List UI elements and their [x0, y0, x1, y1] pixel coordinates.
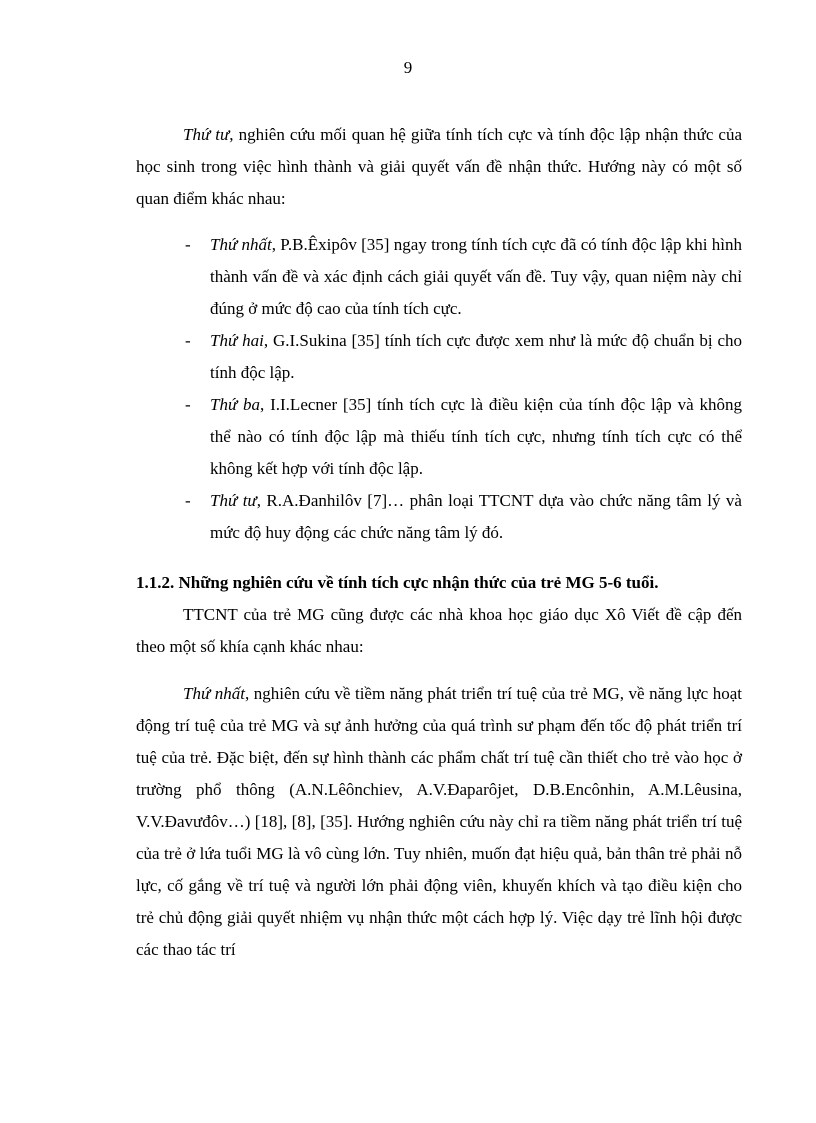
- list-item-text: , I.I.Lecner [35] tính tích cực là điều kiện của tính độc lập và không thể nào có tính độc lập mà thiếu tính tích cực, nhưng tính tích cực có thể không kết hợp với tính độc lập.: [210, 395, 742, 478]
- list-dash: -: [185, 395, 191, 414]
- list-item-lead: Thứ tư: [210, 491, 257, 510]
- list-item: [136, 485, 742, 549]
- paragraph-1-lead: Thứ tư: [183, 125, 230, 144]
- paragraph-1-text: , nghiên cứu mối quan hệ giữa tính tích cực và tính độc lập nhận thức của học sinh trong việc hình thành và giải quyết vấn đề nhận thức. Hướng này có một số quan điểm khác nhau:: [136, 125, 742, 208]
- page-content: [136, 119, 742, 966]
- paragraph-2: TTCNT của trẻ MG cũng được các nhà khoa học giáo dục Xô Viết đề cập đến theo một số khía cạnh khác nhau:: [136, 605, 742, 656]
- list-item-lead: Thứ nhất: [210, 235, 272, 254]
- list-dash: -: [185, 331, 191, 350]
- list-item-lead: Thứ hai: [210, 331, 264, 350]
- paragraph-3-text: , nghiên cứu về tiềm năng phát triển trí tuệ của trẻ MG, về năng lực hoạt động trí tuệ của trẻ MG và sự ảnh hưởng của quá trình sư phạm đến tốc độ phát triển trí tuệ của trẻ. Đặc biệt, đến sự hình thành các phẩm chất trí tuệ cần thiết cho trẻ vào học ở trường phổ thông (A.N.Lêônchiev, A.V.Đaparôjet, D.B.Encônhin, A.M.Lêusina, V.V.Đavưđôv…) [18], [8], [35]. Hướng nghiên cứu này chỉ ra tiềm năng phát triển trí tuệ của trẻ ở lứa tuổi MG là vô cùng lớn. Tuy nhiên, muốn đạt hiệu quả, bản thân trẻ phải nỗ lực, cố gắng về trí tuệ và người lớn phải động viên, khuyến khích và tạo điều kiện cho trẻ chủ động giải quyết nhiệm vụ nhận thức một cách hợp lý. Việc dạy trẻ lĩnh hội được các thao tác trí: [136, 684, 743, 959]
- list-item: [136, 389, 742, 485]
- viewpoint-list: [136, 229, 742, 549]
- paragraph-1: [136, 119, 742, 215]
- list-item-text: , P.B.Êxipôv [35] ngay trong tính tích cực đã có tính độc lập khi hình thành vấn đề và xác định cách giải quyết vấn đề. Tuy vậy, quan niệm này chỉ đúng ở mức độ cao của tính tích cực.: [210, 235, 742, 318]
- list-item: [136, 325, 742, 389]
- list-item-lead: Thứ ba: [210, 395, 261, 414]
- list-item-text: , R.A.Đanhilôv [7]… phân loại TTCNT dựa vào chức năng tâm lý và mức độ huy động các chức năng tâm lý đó.: [210, 491, 742, 542]
- list-item-text: , G.I.Sukina [35] tính tích cực được xem như là mức độ chuẩn bị cho tính độc lập.: [210, 331, 742, 382]
- paragraph-3: [136, 678, 742, 966]
- list-dash: -: [185, 235, 191, 254]
- paragraph-3-lead: Thứ nhất: [183, 684, 245, 703]
- section-heading: 1.1.2. Những nghiên cứu về tính tích cực nhận thức của trẻ MG 5-6 tuổi.: [136, 573, 659, 592]
- list-item: [136, 229, 742, 325]
- page-number: 9: [403, 58, 413, 77]
- list-dash: -: [185, 491, 191, 510]
